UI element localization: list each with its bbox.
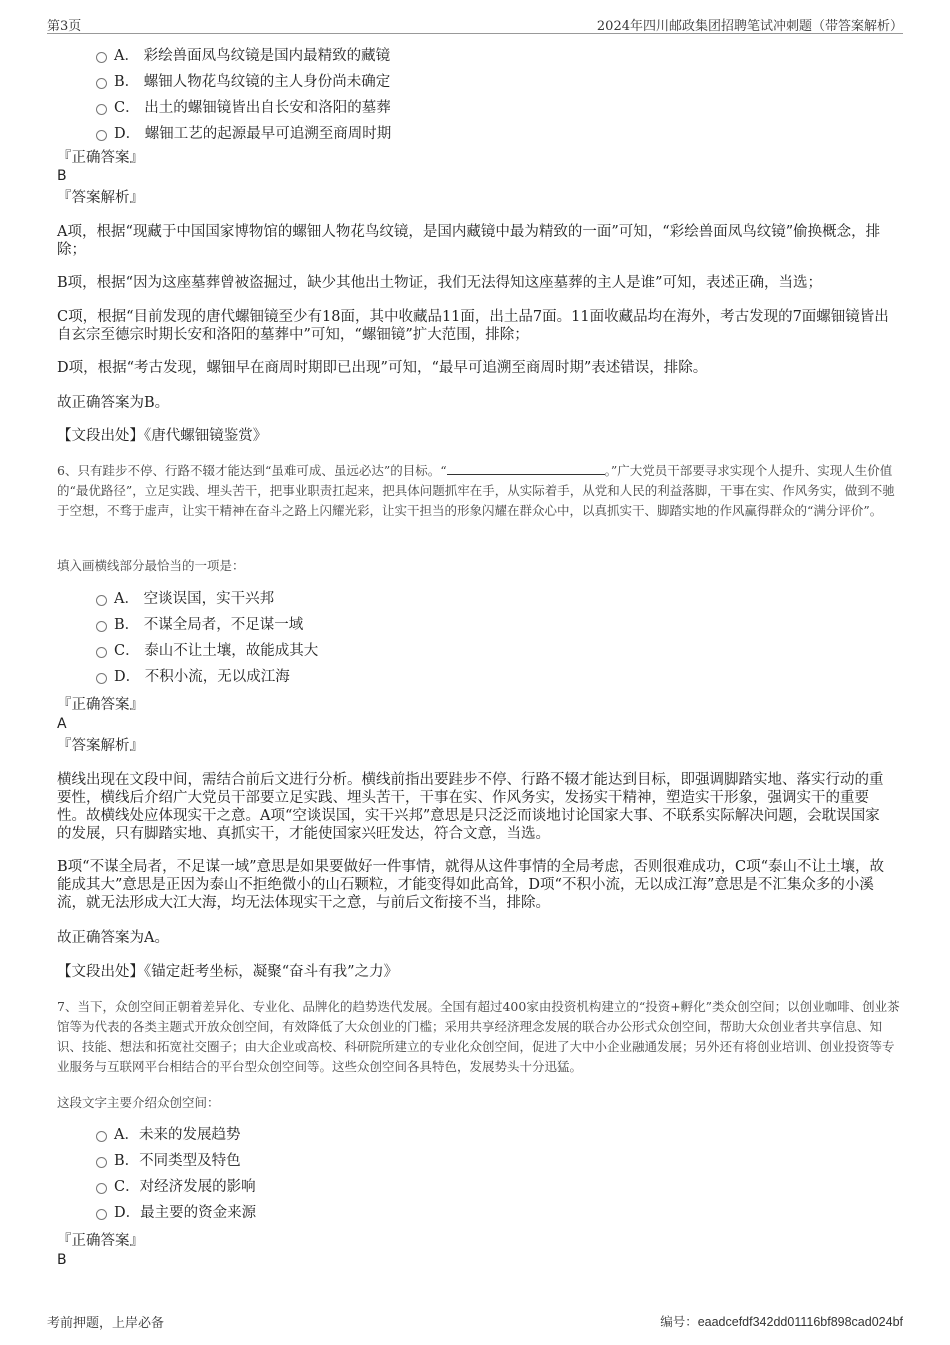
q5-answer-label: 『正确答案』 xyxy=(57,150,144,166)
q6-answer: A xyxy=(57,716,67,732)
q6-analysis-1: 横线出现在文段中间，需结合前后文进行分析。横线前指出要跬步不停、行路不辍才能达到目标，即强调脚踏实地、落实行动的重要性，横线后介绍广大党员干部要立足实践、埋头苦干，干事在实、作风务实，发扬实干精神，塑造实干形象，强调实干的重要性。故横线处应体现实干之意。A项“空谈误国，实干兴邦”意思是只泛泛而谈地讨论国家大事、不联系实际解决问题，会耽误国家的发展，只有脚踏实地、真抓实干，才能使国家兴旺发达，符合文意，当选。 xyxy=(57,772,884,842)
radio-icon[interactable] xyxy=(96,1209,107,1220)
q7-option-a[interactable]: A．未来的发展趋势 xyxy=(96,1124,256,1150)
q6-option-c[interactable]: C． 泰山不让土壤，故能成其大 xyxy=(96,640,318,666)
q5-answer: B xyxy=(57,168,67,184)
q6-analysis-label: 『答案解析』 xyxy=(57,738,144,754)
q7-answer: B xyxy=(57,1252,67,1268)
radio-icon[interactable] xyxy=(96,1183,107,1194)
q6-answer-label: 『正确答案』 xyxy=(57,697,144,713)
q7-stem: 7、当下，众创空间正朝着差异化、专业化、品牌化的趋势迭代发展。全国有超过400家由投资机构建立的“投资+孵化”类众创空间；以创业咖啡、创业茶馆等为代表的各类主题式开放众创空间，有效降低了大众创业的门槛；采用共享经济理念发展的联合办公形式众创空间，帮助大众创业者共享信息、知识、技能、想法和拓宽社交圈子；由大企业或高校、科研院所建立的专业化众创空间，促进了大中小企业融通发展；另外还有将创业培训、创业投资等专业服务与互联网平台相结合的平台型众创空间等。这些众创空间各具特色，发展势头十分迅猛。 xyxy=(57,999,900,1074)
radio-icon[interactable] xyxy=(96,78,107,89)
q5-analysis-b: B项，根据“因为这座墓葬曾被盗掘过，缺少其他出土物证，我们无法得知这座墓葬的主人是谁”可知，表述正确，当选； xyxy=(57,275,822,291)
q6-options xyxy=(96,588,318,692)
radio-icon[interactable] xyxy=(96,104,107,115)
radio-icon[interactable] xyxy=(96,673,107,684)
page-header xyxy=(47,14,903,34)
q5-option-c[interactable]: C． 出土的螺钿镜皆出自长安和洛阳的墓葬 xyxy=(96,97,391,123)
radio-icon[interactable] xyxy=(96,130,107,141)
fill-blank xyxy=(447,463,605,475)
q5-analysis-label: 『答案解析』 xyxy=(57,190,144,206)
q5-source: 【文段出处】《唐代螺钿镜鉴赏》 xyxy=(57,428,268,444)
q7-prompt: 这段文字主要介绍众创空间： xyxy=(57,1095,220,1110)
q6-source: 【文段出处】《锚定赶考坐标，凝聚“奋斗有我”之力》 xyxy=(57,964,399,980)
page-number: 第3页 xyxy=(47,19,82,34)
footer-slogan: 考前押题，上岸必备 xyxy=(47,1316,165,1331)
q7-option-d[interactable]: D．最主要的资金来源 xyxy=(96,1202,256,1228)
q6-option-d[interactable]: D． 不积小流，无以成江海 xyxy=(96,666,318,692)
q5-analysis-a: A项，根据“现藏于中国国家博物馆的螺钿人物花鸟纹镜，是国内藏镜中最为精致的一面”可知，“彩绘兽面凤鸟纹镜”偷换概念，排除； xyxy=(57,224,881,258)
q6-option-b[interactable]: B． 不谋全局者，不足谋一域 xyxy=(96,614,318,640)
q6-analysis-2: B项“不谋全局者，不足谋一域”意思是如果要做好一件事情，就得从这件事情的全局考虑，否则很难成功，C项“泰山不让土壤，故能成其大”意思是正因为泰山不拒绝微小的山石颗粒，才能变得如此高耸，D项“不积小流，无以成江海”意思是不汇集众多的小溪流，就无法形成大江大海，均无法体现实干之意，与前后文衔接不当，排除。 xyxy=(57,859,884,911)
q6-conclusion: 故正确答案为A。 xyxy=(57,930,169,946)
q5-options xyxy=(96,45,391,149)
q7-option-c[interactable]: C．对经济发展的影响 xyxy=(96,1176,256,1202)
q7-answer-label: 『正确答案』 xyxy=(57,1233,144,1249)
radio-icon[interactable] xyxy=(96,621,107,632)
q5-option-a[interactable]: A． 彩绘兽面凤鸟纹镜是国内最精致的藏镜 xyxy=(96,45,391,71)
radio-icon[interactable] xyxy=(96,1131,107,1142)
q6-stem: 6、只有跬步不停、行路不辍才能达到“虽难可成、虽远必达”的目标。“ 。”广大党员干部要寻求实现个人提升、实现人生价值的“最优路径”，立足实践、埋头苦干，把事业职责扛起来，把具体问题抓牢在手，从实际着手，从党和人民的利益落脚，干事在实、作风务实，做到不驰于空想，不骛于虚声，让实干精神在奋斗之路上闪耀光彩，让实干担当的形象闪耀在群众心中，以真抓实干、脚踏实地的作风赢得群众的“满分评价”。 xyxy=(57,463,895,518)
radio-icon[interactable] xyxy=(96,595,107,606)
q5-option-b[interactable]: B． 螺钿人物花鸟纹镜的主人身份尚未确定 xyxy=(96,71,391,97)
document-title: 2024年四川邮政集团招聘笔试冲刺题（带答案解析） xyxy=(596,19,903,34)
radio-icon[interactable] xyxy=(96,52,107,63)
q5-analysis-c: C项，根据“目前发现的唐代螺钿镜至少有18面，其中收藏品11面，出土品7面。11面收藏品均在海外，考古发现的7面螺钿镜皆出自玄宗至德宗时期长安和洛阳的墓葬中”可知，“螺钿镜”扩大范围，排除； xyxy=(57,309,889,343)
q5-option-d[interactable]: D． 螺钿工艺的起源最早可追溯至商周时期 xyxy=(96,123,391,149)
document-id: 编号：eaadcefdf342dd01116bf898cad024bf xyxy=(660,1315,903,1329)
q6-option-a[interactable]: A． 空谈误国，实干兴邦 xyxy=(96,588,318,614)
q5-analysis-d: D项，根据“考古发现，螺钿早在商周时期即已出现”可知，“最早可追溯至商周时期”表述错误，排除。 xyxy=(57,360,708,376)
page-footer xyxy=(47,1312,903,1331)
q6-prompt: 填入画横线部分最恰当的一项是： xyxy=(57,558,245,573)
q5-conclusion: 故正确答案为B。 xyxy=(57,395,170,411)
radio-icon[interactable] xyxy=(96,1157,107,1168)
q7-option-b[interactable]: B．不同类型及特色 xyxy=(96,1150,256,1176)
q7-options xyxy=(96,1124,256,1228)
radio-icon[interactable] xyxy=(96,647,107,658)
